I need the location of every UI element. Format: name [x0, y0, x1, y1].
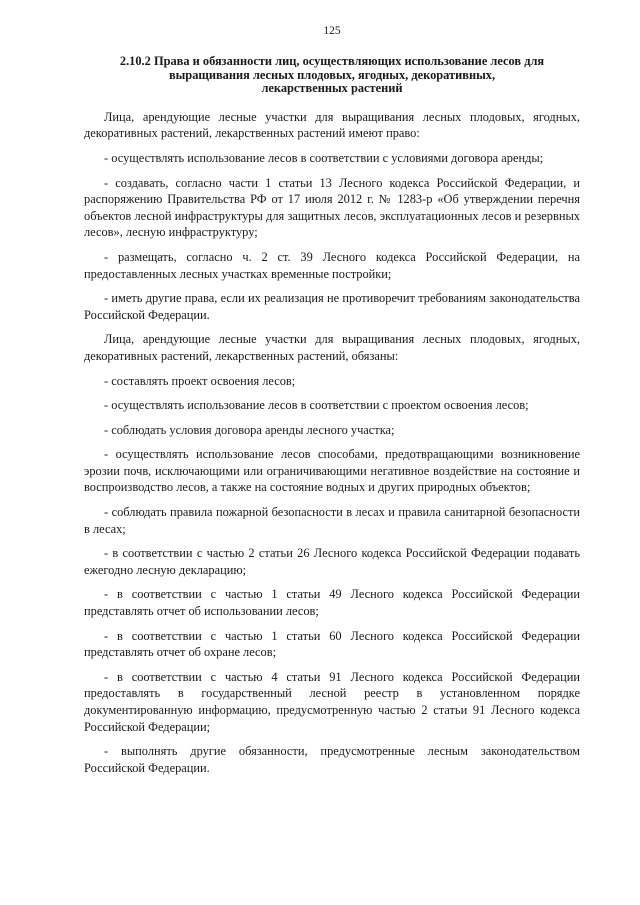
section-heading	[84, 55, 580, 96]
paragraph-duty-1: - составлять проект освоения лесов;	[104, 373, 296, 388]
paragraph-duty-9: - в соответствии с частью 4 статьи 91 Лесного кодекса Российской Федерации предоставлять в государственный лесной реестр в установленном порядке документированную информацию, предусмотренную частью 2 статьи 91 Лесного кодекса Российской Федерации;	[84, 669, 580, 734]
paragraph-right-2: - создавать, согласно части 1 статьи 13 Лесного кодекса Российской Федерации, и распоряжению Правительства РФ от 17 июля 2012 г. № 1283-р «Об утверждении перечня объектов лесной инфраструктуры для защитных лесов, эксплуатационных лесов и резервных лесов», лесную инфраструктуру;	[84, 175, 580, 240]
paragraph-duty-7: - в соответствии с частью 1 статьи 49 Лесного кодекса Российской Федерации представлять отчет об использовании лесов;	[84, 587, 580, 619]
paragraph-rights-intro: Лица, арендующие лесные участки для выращивания лесных плодовых, ягодных, декоративных растений, лекарственных растений имеют право:	[84, 109, 580, 141]
paragraph-duty-10: - выполнять другие обязанности, предусмотренные лесным законодательством Российской Федерации.	[84, 744, 580, 775]
paragraph-duty-2: - осуществлять использование лесов в соответствии с проектом освоения лесов;	[104, 398, 529, 413]
heading-line-3: лекарственных растений	[261, 81, 403, 96]
document-body	[84, 109, 580, 777]
page-number: 125	[323, 25, 341, 37]
paragraph-duty-8: - в соответствии с частью 1 статьи 60 Лесного кодекса Российской Федерации представлять отчет об охране лесов;	[84, 628, 580, 660]
document-page	[84, 24, 580, 784]
paragraph-right-3: - размещать, согласно ч. 2 ст. 39 Лесного кодекса Российской Федерации, на предоставленных лесных участках временные постройки;	[84, 249, 580, 281]
paragraph-duties-intro: Лица, арендующие лесные участки для выращивания лесных плодовых, ягодных, декоративных растений, лекарственных растений, обязаны:	[84, 332, 580, 363]
heading-line-1: 2.10.2 Права и обязанности лиц, осуществляющих использование лесов для	[119, 54, 545, 68]
heading-line-2: выращивания лесных плодовых, ягодных, декоративных,	[168, 67, 496, 82]
paragraph-duty-4: - осуществлять использование лесов способами, предотвращающими возникновение эрозии почв, исключающими или ограничивающими негативное воздействие на состояние и воспроизводство лесов, а также на состояние водных и других природных объектов;	[84, 447, 580, 495]
paragraph-right-4: - иметь другие права, если их реализация не противоречит требованиям законодательства Российской Федерации.	[84, 291, 580, 322]
paragraph-duty-5: - соблюдать правила пожарной безопасности в лесах и правила санитарной безопасности в лесах;	[84, 505, 580, 536]
paragraph-duty-6: - в соответствии с частью 2 статьи 26 Лесного кодекса Российской Федерации подавать ежегодно лесную декларацию;	[84, 546, 580, 577]
paragraph-duty-3: - соблюдать условия договора аренды лесного участка;	[104, 422, 395, 437]
paragraph-right-1: - осуществлять использование лесов в соответствии с условиями договора аренды;	[104, 150, 544, 165]
